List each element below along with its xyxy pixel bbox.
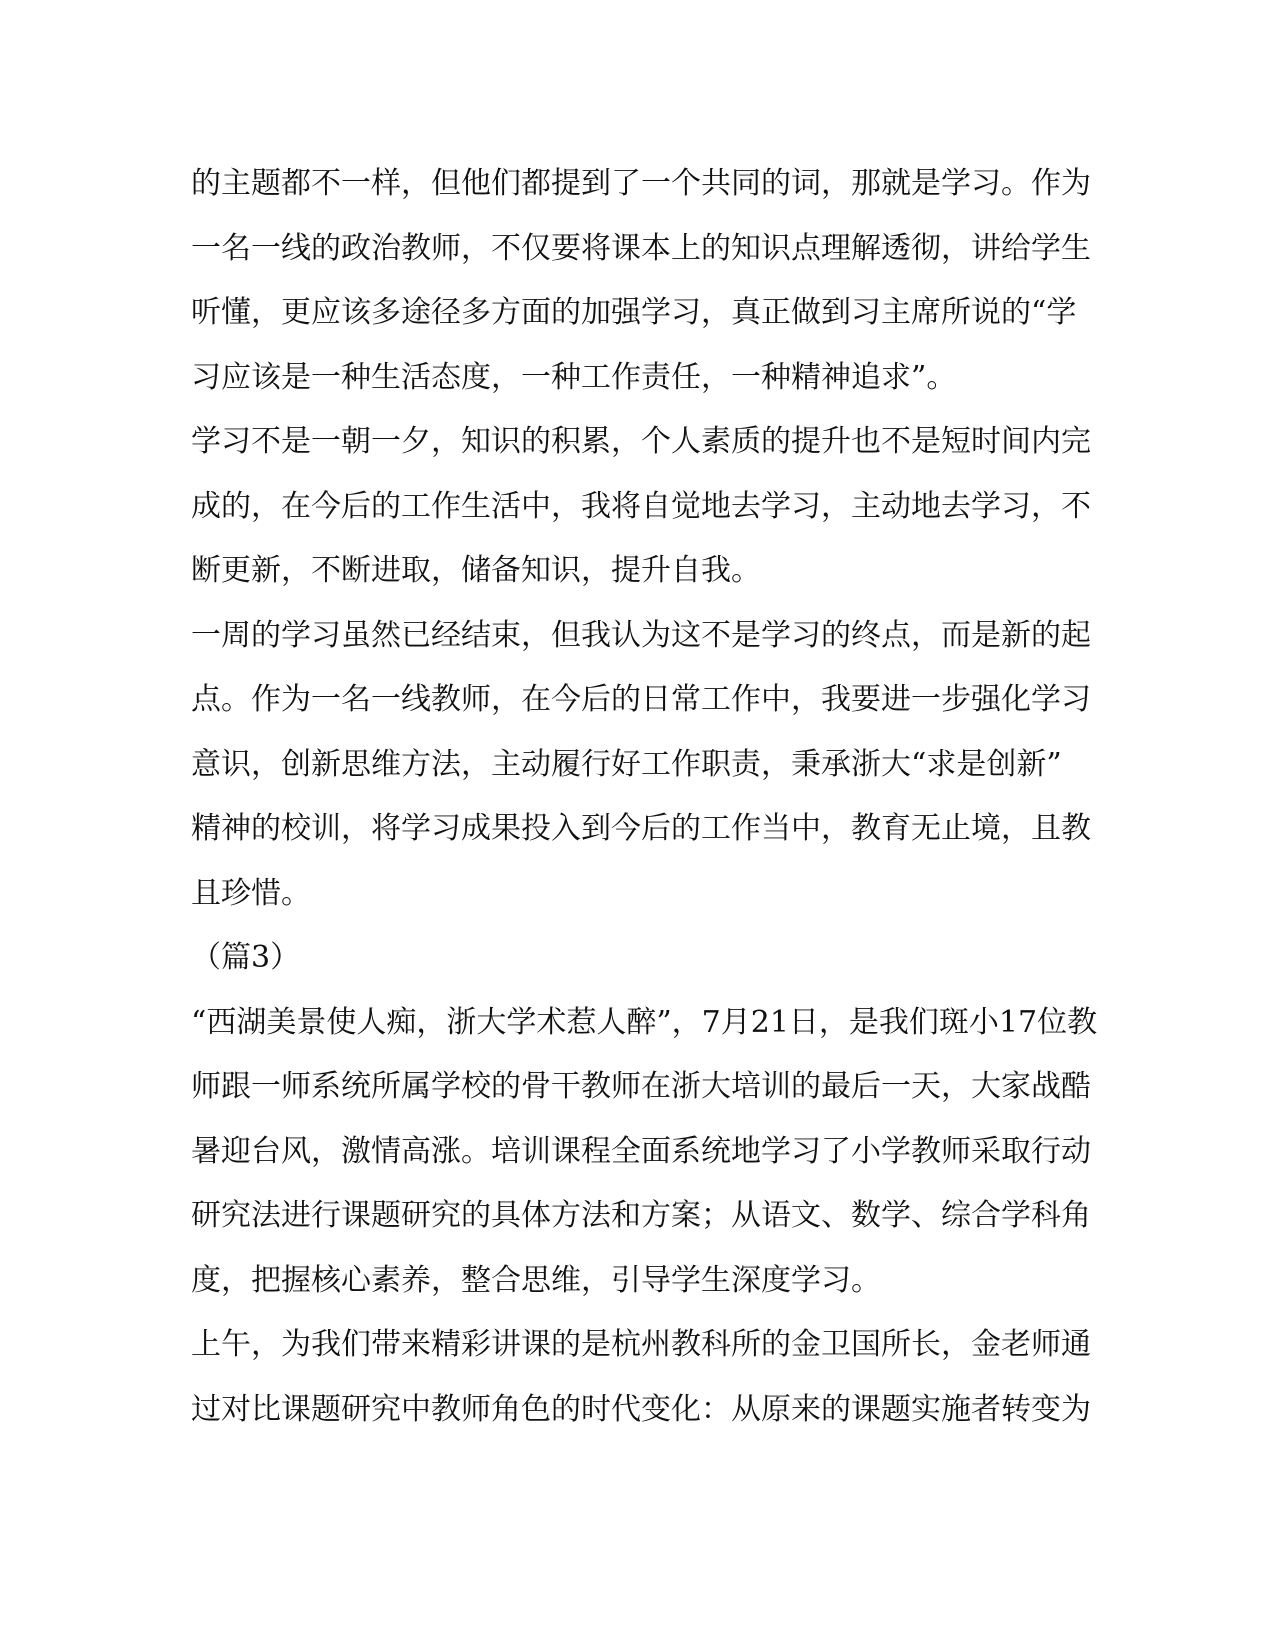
text-line: 的主题都不一样，但他们都提到了一个共同的词，那就是学习。作为 bbox=[191, 166, 1091, 201]
text-line: 且珍惜。 bbox=[191, 875, 311, 911]
body-text bbox=[191, 152, 1098, 1442]
text-line: 学习不是一朝一夕，知识的积累，个人素质的提升也不是短时间内完 bbox=[191, 424, 1091, 459]
text-line: 度，把握核心素养，整合思维，引导学生深度学习。 bbox=[191, 1262, 881, 1298]
text-line: 意识，创新思维方法，主动履行好工作职责，秉承浙大“求是创新” bbox=[191, 746, 1062, 782]
text-line: 上午，为我们带来精彩讲课的是杭州教科所的金卫国所长，金老师通 bbox=[191, 1327, 1091, 1362]
text-line: 精神的校训，将学习成果投入到今后的工作当中，教育无止境，且教 bbox=[191, 811, 1091, 846]
text-line: 师跟一师系统所属学校的骨干教师在浙大培训的最后一天，大家战酷 bbox=[191, 1069, 1091, 1104]
section-heading: （篇3） bbox=[191, 940, 301, 975]
text-line: 成的，在今后的工作生活中，我将自觉地去学习，主动地去学习，不 bbox=[191, 488, 1091, 524]
text-line: 习应该是一种生活态度，一种工作责任，一种精神追求”。 bbox=[191, 359, 957, 395]
text-line: 一周的学习虽然已经结束，但我认为这不是学习的终点，而是新的起 bbox=[191, 617, 1091, 653]
text-line: “西湖美景使人痴，浙大学术惹人醉”，7月21日，是我们斑小17位教 bbox=[191, 1004, 1098, 1040]
text-line: 点。作为一名一线教师，在今后的日常工作中，我要进一步强化学习 bbox=[191, 682, 1091, 717]
text-line: 断更新，不断进取，储备知识，提升自我。 bbox=[191, 553, 761, 588]
text-line: 过对比课题研究中教师角色的时代变化：从原来的课题实施者转变为 bbox=[191, 1391, 1091, 1427]
text-line: 一名一线的政治教师，不仅要将课本上的知识点理解透彻，讲给学生 bbox=[191, 230, 1091, 266]
text-line: 暑迎台风，激情高涨。培训课程全面系统地学习了小学教师采取行动 bbox=[191, 1133, 1091, 1169]
text-line: 研究法进行课题研究的具体方法和方案；从语文、数学、综合学科角 bbox=[191, 1198, 1091, 1233]
text-line: 听懂，更应该多途径多方面的加强学习，真正做到习主席所说的“学 bbox=[191, 295, 1077, 330]
